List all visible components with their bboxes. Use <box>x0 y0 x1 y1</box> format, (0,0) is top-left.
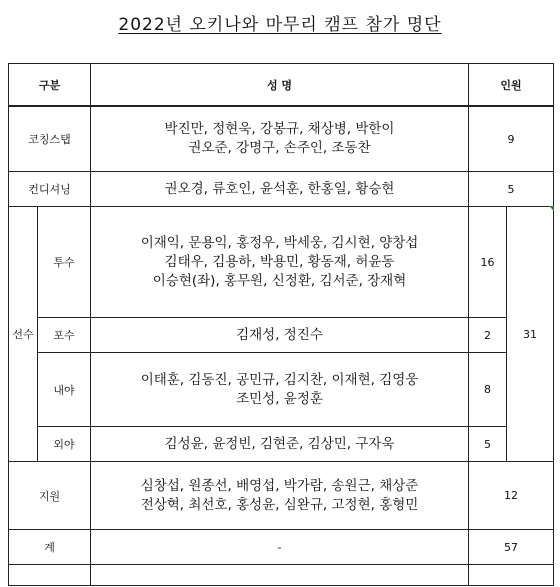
category-infield: 내야 <box>38 353 91 427</box>
names-line: 이태훈, 김동진, 공민규, 김지찬, 이재현, 김영웅 <box>140 371 419 388</box>
table-row-total <box>9 530 554 565</box>
names-line: 심창섭, 원종선, 배영섭, 박가람, 송원근, 채상준 <box>140 477 419 494</box>
count-conditioning: 5 <box>469 172 554 207</box>
count-coach: 9 <box>469 106 554 172</box>
names-line: 김성윤, 윤정빈, 김현준, 김상민, 구자욱 <box>164 435 395 452</box>
names-line: 조민성, 윤정훈 <box>236 390 323 407</box>
empty-cell <box>469 565 554 586</box>
names-pitcher <box>91 207 469 318</box>
header-category: 구분 <box>9 64 91 107</box>
names-conditioning <box>91 172 469 207</box>
count-infield: 8 <box>469 353 507 427</box>
names-line: 이재익, 문용익, 홍정우, 박세웅, 김시현, 양창섭 <box>140 234 419 251</box>
empty-cell <box>91 565 469 586</box>
category-catcher: 포수 <box>38 318 91 353</box>
page-title <box>0 10 560 35</box>
names-total: - <box>91 530 469 565</box>
table-row-support <box>9 462 554 530</box>
names-line: 권오준, 강명구, 손주인, 조동찬 <box>188 140 371 156</box>
title-text: 2022년 오키나와 마무리 캠프 참가 명단 <box>118 15 442 35</box>
header-names: 성 명 <box>91 64 469 107</box>
names-coach <box>91 106 469 172</box>
names-outfield <box>91 427 469 462</box>
count-outfield: 5 <box>469 427 507 462</box>
names-support <box>91 462 469 530</box>
table-row-empty <box>9 565 554 586</box>
count-players-total: 31 <box>507 207 554 462</box>
table-row-pitcher <box>9 207 554 318</box>
category-outfield: 외야 <box>38 427 91 462</box>
count-pitcher: 16 <box>469 207 507 318</box>
names-line: 전상혁, 최선호, 홍성윤, 심완규, 고정현, 홍형민 <box>140 496 419 513</box>
count-catcher: 2 <box>469 318 507 353</box>
category-coach: 코칭스탭 <box>9 106 91 172</box>
table-row-conditioning <box>9 172 554 207</box>
category-players: 선수 <box>9 207 38 462</box>
names-line: 김태우, 김용하, 박용민, 황동재, 허윤동 <box>164 253 395 270</box>
names-line: 박진만, 정현욱, 강봉규, 채상병, 박한이 <box>164 121 395 137</box>
count-total: 57 <box>469 530 554 565</box>
header-count: 인원 <box>469 64 554 107</box>
category-pitcher: 투수 <box>38 207 91 318</box>
names-line: 권오경, 류호인, 윤석훈, 한홍일, 황승현 <box>164 180 395 197</box>
category-total: 계 <box>9 530 91 565</box>
table-row-outfield <box>9 427 554 462</box>
roster-table <box>8 63 554 586</box>
category-conditioning: 컨디셔닝 <box>9 172 91 207</box>
table-header-row <box>9 64 554 107</box>
names-line: 이승현(좌), 홍무원, 신정환, 김서준, 장재혁 <box>152 272 407 289</box>
category-support: 지원 <box>9 462 91 530</box>
count-support: 12 <box>469 462 554 530</box>
names-catcher <box>91 318 469 353</box>
table-row-coach <box>9 106 554 172</box>
table-row-catcher <box>9 318 554 353</box>
empty-cell <box>9 565 91 586</box>
names-line: 김재성, 정진수 <box>236 326 323 343</box>
names-infield <box>91 353 469 427</box>
table-row-infield <box>9 353 554 427</box>
